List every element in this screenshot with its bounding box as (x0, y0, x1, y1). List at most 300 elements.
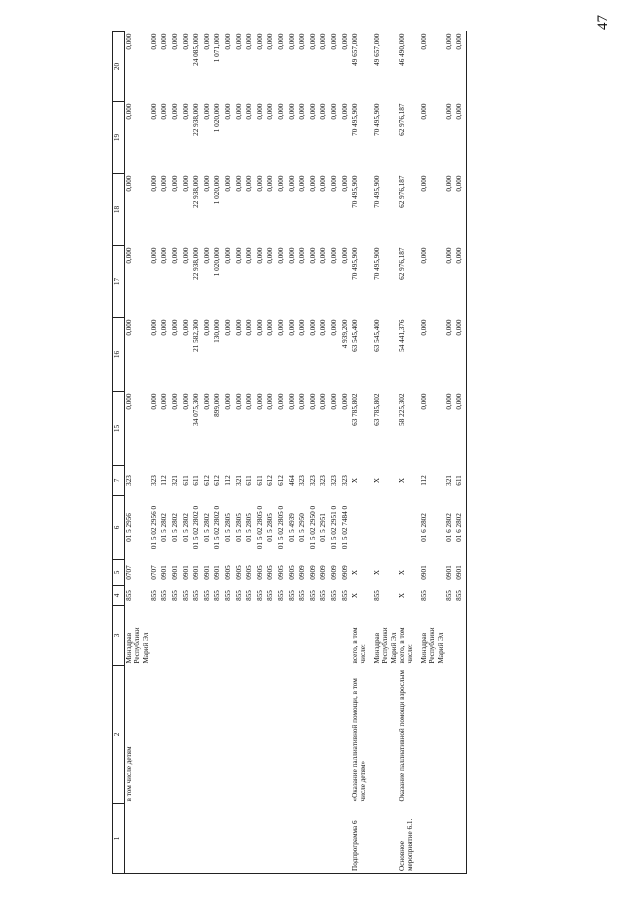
table-cell: 70 495,900 (373, 175, 382, 208)
table-cell: 855 (234, 590, 243, 601)
table-cell: 0905 (287, 565, 296, 580)
table-cell (266, 666, 277, 804)
table-cell: X (351, 569, 360, 576)
header-row (113, 32, 125, 874)
table-cell: 0,000 (202, 103, 211, 120)
table-cell: 0,000 (181, 33, 190, 50)
table-cell: 0901 (192, 565, 201, 580)
table-cell: 0,000 (245, 319, 254, 336)
table-cell: 49 657,000 (351, 33, 360, 66)
table-cell: 0,000 (245, 393, 254, 410)
table-cell: 0,000 (160, 247, 169, 264)
table-cell: X (397, 592, 406, 599)
table-cell: 0,000 (319, 103, 328, 120)
table-cell (445, 606, 456, 666)
table-cell: 0905 (245, 565, 254, 580)
table-cell: 0,000 (160, 103, 169, 120)
table-cell (224, 804, 235, 874)
table-cell: 0,000 (298, 247, 307, 264)
table-cell (203, 666, 214, 804)
table-cell: 323 (340, 475, 349, 486)
table-cell (455, 804, 466, 874)
table-row (351, 32, 373, 874)
table-cell: 1 020,000 (213, 103, 222, 133)
table-cell: 0,000 (202, 393, 211, 410)
table-cell (373, 666, 398, 804)
table-cell (319, 666, 330, 804)
table-cell: 0,000 (329, 393, 338, 410)
table-cell: 0,000 (202, 247, 211, 264)
table-cell (192, 804, 203, 874)
table-cell (277, 804, 288, 874)
table-cell: 0707 (149, 565, 158, 580)
table-cell: 855 (255, 590, 264, 601)
table-cell (192, 666, 203, 804)
table-cell: 0,000 (160, 319, 169, 336)
page-number: 47 (595, 15, 611, 30)
table-cell: 0905 (224, 565, 232, 580)
table-cell: 0,000 (340, 103, 349, 120)
table-cell (150, 606, 161, 666)
column-header: 20 (113, 32, 125, 102)
table-cell: 0,000 (125, 103, 133, 120)
table-cell (235, 804, 246, 874)
table-cell (309, 606, 320, 666)
table-cell: 855 (160, 590, 169, 601)
table-cell (192, 606, 203, 666)
table-cell: 855 (419, 590, 428, 601)
table-cell: 0,000 (171, 247, 180, 264)
table-cell (298, 804, 309, 874)
table-cell: 0909 (329, 565, 338, 580)
table-cell: 70 495,900 (373, 103, 382, 136)
table-cell (160, 804, 171, 874)
table-cell (182, 666, 193, 804)
table-cell: 0,000 (224, 247, 232, 264)
table-cell: 0,000 (455, 246, 466, 318)
table-cell: 1 071,000 (213, 33, 222, 63)
table-cell: 49 657,000 (373, 33, 382, 66)
table-row (398, 32, 420, 874)
table-cell: 323 (125, 475, 133, 486)
table-row (235, 32, 246, 874)
table-cell: 0,000 (224, 103, 232, 120)
table-cell (319, 606, 330, 666)
table-row (245, 32, 256, 874)
table-cell: 0,000 (308, 175, 317, 192)
table-cell (309, 666, 320, 804)
column-header: 2 (113, 666, 125, 804)
table-cell: 22 938,000 (192, 247, 201, 280)
table-cell (420, 666, 445, 804)
table-cell: 0,000 (149, 33, 158, 50)
table-cell (288, 804, 299, 874)
table-cell: 0,000 (171, 393, 180, 410)
table-cell: Минздрав Республики Марий Эл (373, 627, 398, 664)
table-cell: 0,000 (308, 103, 317, 120)
table-cell: 0,000 (202, 33, 211, 50)
table-cell: 01 5 2802 (181, 513, 190, 542)
table-cell (298, 666, 309, 804)
table-cell: 612 (202, 475, 211, 486)
table-cell: 0,000 (329, 33, 338, 50)
table-cell: 612 (213, 475, 222, 486)
table-cell: 0,000 (329, 247, 338, 264)
table-cell: 70 495,900 (373, 247, 382, 280)
table-row (455, 32, 466, 874)
table-cell (245, 666, 256, 804)
table-cell: 0905 (276, 565, 285, 580)
table-cell: 0,000 (234, 247, 243, 264)
table-cell (213, 666, 224, 804)
table-cell: 855 (298, 590, 307, 601)
table-cell: 0901 (181, 565, 190, 580)
table-cell (288, 606, 299, 666)
table-cell: 01 5 2956 (125, 513, 133, 542)
table-cell: 0,000 (444, 175, 453, 192)
table-cell (171, 606, 182, 666)
table-cell: 0,000 (276, 247, 285, 264)
table-cell (266, 606, 277, 666)
table-cell: 321 (171, 475, 180, 486)
table-row (224, 32, 235, 874)
table-cell: 0,000 (125, 33, 133, 50)
table-cell: 112 (419, 475, 428, 486)
table-cell: 0,000 (287, 247, 296, 264)
table-cell: 0,000 (149, 393, 158, 410)
table-cell: 01 5 2802 (160, 513, 169, 542)
table-cell (341, 666, 352, 804)
table-cell: 611 (255, 475, 264, 486)
table-cell: 0,000 (298, 33, 307, 50)
table-cell: 323 (319, 475, 328, 486)
table-cell: 0,000 (234, 393, 243, 410)
table-cell: 0,000 (276, 33, 285, 50)
table-cell: 855 (455, 586, 466, 606)
table-cell: 01 6 2802 (444, 513, 453, 542)
table-cell: 323 (149, 475, 158, 486)
table-cell: 0,000 (419, 247, 428, 264)
table-cell (298, 606, 309, 666)
table-cell: 0,000 (181, 247, 190, 264)
table-cell (235, 666, 246, 804)
table-cell (319, 804, 330, 874)
table-cell: 01 5 02 7484 0 (340, 505, 349, 550)
table-cell: 0,000 (340, 247, 349, 264)
table-row (420, 32, 445, 874)
table-cell: 22 938,000 (192, 103, 201, 136)
table-row (330, 32, 341, 874)
table-cell (341, 804, 352, 874)
table-cell: 0,000 (125, 319, 133, 336)
column-header: 6 (113, 496, 125, 560)
table-cell: 321 (444, 475, 453, 486)
table-cell: 611 (455, 466, 466, 496)
table-cell: X (373, 569, 382, 576)
table-cell: 0,000 (224, 33, 232, 50)
table-row (319, 32, 330, 874)
table-cell: 0,000 (308, 247, 317, 264)
table-cell: 855 (245, 590, 254, 601)
column-header: 3 (113, 606, 125, 666)
table-cell: X (397, 569, 406, 576)
table-cell: 855 (181, 590, 190, 601)
table-cell: 01 5 2951 (319, 513, 328, 542)
table-cell: 01 5 2950 (298, 513, 307, 542)
column-header: 18 (113, 174, 125, 246)
table-cell: 0901 (213, 565, 222, 580)
table-cell (213, 606, 224, 666)
table-cell: 855 (319, 590, 328, 601)
table-cell: 0,000 (287, 319, 296, 336)
table-cell: 0,000 (245, 247, 254, 264)
table-row (373, 32, 398, 874)
table-cell: 855 (340, 590, 349, 601)
table-cell: 0,000 (276, 319, 285, 336)
table-cell: «Оказание паллиативной помощи, в том числе детям» (351, 678, 368, 802)
table-cell: 112 (160, 475, 169, 486)
table-cell: 855 (149, 590, 158, 601)
table-cell: 0909 (298, 565, 307, 580)
table-cell: 0,000 (245, 33, 254, 50)
table-cell (235, 606, 246, 666)
table-row (213, 32, 224, 874)
table-cell: 112 (224, 475, 232, 486)
table-cell: 611 (192, 475, 201, 486)
table-cell: 0,000 (255, 33, 264, 50)
table-cell: Подпрограмма 6 (351, 804, 373, 874)
table-cell: 70 495,900 (351, 175, 360, 208)
table-cell: 63 545,400 (351, 319, 360, 352)
table-cell (277, 606, 288, 666)
table-cell: 855 (373, 590, 382, 601)
table-row (192, 32, 203, 874)
budget-table (112, 31, 467, 874)
table-cell: 323 (298, 475, 307, 486)
table-row (445, 32, 456, 874)
table-cell: 0,000 (125, 175, 133, 192)
table-cell: Минздрав Республики Марий Эл (125, 627, 150, 664)
table-cell: 0909 (308, 565, 317, 580)
table-cell: 01 5 02 2805 0 (276, 505, 285, 550)
table-cell (171, 666, 182, 804)
table-cell: 01 5 02 2802 0 (192, 505, 201, 550)
table-cell: 0,000 (340, 175, 349, 192)
table-cell: 58 225,302 (397, 393, 406, 426)
table-cell: 855 (287, 590, 296, 601)
table-cell: 323 (329, 475, 338, 486)
table-row (256, 32, 267, 874)
table-cell: в том числе детям (125, 746, 133, 802)
table-cell: 0,000 (319, 175, 328, 192)
table-cell (224, 666, 235, 804)
table-cell: 0,000 (171, 33, 180, 50)
table-cell: 899,000 (213, 393, 222, 417)
table-cell (150, 666, 161, 804)
table-cell: 0,000 (419, 393, 428, 410)
table-cell (224, 606, 235, 666)
table-cell: 0,000 (319, 319, 328, 336)
table-cell: 0,000 (181, 175, 190, 192)
table-cell (341, 606, 352, 666)
table-cell: 0,000 (266, 393, 275, 410)
table-cell: 0,000 (308, 393, 317, 410)
table-cell: 0,000 (287, 393, 296, 410)
table-cell: 0,000 (276, 175, 285, 192)
table-cell: 612 (266, 475, 275, 486)
table-cell: 0,000 (287, 103, 296, 120)
table-cell: 321 (234, 475, 243, 486)
table-cell: 855 (329, 590, 338, 601)
table-cell: 0,000 (234, 175, 243, 192)
table-cell (373, 496, 398, 560)
table-cell: 0,000 (298, 103, 307, 120)
table-cell: 0901 (202, 565, 211, 580)
table-cell (182, 606, 193, 666)
table-cell: 63 545,400 (373, 319, 382, 352)
table-cell (203, 804, 214, 874)
table-cell: 0,000 (234, 319, 243, 336)
table-row (171, 32, 182, 874)
table-cell: X (373, 477, 382, 484)
table-cell: 1 020,000 (213, 175, 222, 205)
table-body (125, 32, 467, 874)
table-cell: 0,000 (444, 393, 453, 410)
table-cell: 0909 (340, 565, 349, 580)
table-cell (256, 666, 267, 804)
table-cell (455, 666, 466, 804)
table-cell: 0,000 (266, 319, 275, 336)
table-cell: 0,000 (298, 175, 307, 192)
table-cell (203, 606, 214, 666)
table-cell: 70 495,900 (351, 247, 360, 280)
table-cell: 0,000 (340, 33, 349, 50)
table-cell: 0,000 (419, 319, 428, 336)
table-cell: 0,000 (202, 319, 211, 336)
table-cell: 0,000 (224, 175, 232, 192)
table-cell: 01 5 4939 (287, 513, 296, 542)
table-cell: 855 (202, 590, 211, 601)
table-cell: 0901 (455, 560, 466, 586)
table-cell: 855 (224, 590, 232, 601)
table-cell: 0,000 (287, 33, 296, 50)
table-cell: 0,000 (455, 392, 466, 466)
table-cell: 0,000 (266, 247, 275, 264)
table-cell: 01 5 2805 (234, 513, 243, 542)
table-row (203, 32, 214, 874)
column-header: 16 (113, 318, 125, 392)
table-cell: 0,000 (419, 103, 428, 120)
table-cell (330, 804, 341, 874)
table-cell: 855 (266, 590, 275, 601)
table-cell: 0,000 (149, 319, 158, 336)
column-header: 19 (113, 102, 125, 174)
table-cell: 0909 (319, 565, 328, 580)
table-cell: 855 (125, 590, 133, 601)
table-cell: 0,000 (255, 103, 264, 120)
table-cell: 0,000 (319, 33, 328, 50)
table-cell: 01 5 02 2950 0 (308, 505, 317, 550)
table-cell: 0,000 (149, 175, 158, 192)
table-cell (160, 606, 171, 666)
table-cell: 0,000 (125, 393, 133, 410)
table-cell (277, 666, 288, 804)
table-cell: 0,000 (444, 103, 453, 120)
table-cell: 70 495,900 (351, 103, 360, 136)
table-cell: 0,000 (308, 319, 317, 336)
table-row (125, 32, 150, 874)
table-cell: 21 582,300 (192, 319, 201, 352)
table-cell: X (397, 477, 406, 484)
table-cell: X (351, 592, 360, 599)
table-cell: 0,000 (455, 32, 466, 102)
table-cell: 0,000 (455, 174, 466, 246)
table-cell: Минздрав Республики Марий Эл (419, 627, 445, 664)
table-cell: 0,000 (160, 393, 169, 410)
table-cell: 0,000 (171, 319, 180, 336)
table-cell: 0,000 (160, 33, 169, 50)
table-cell (256, 804, 267, 874)
table-cell: 0,000 (181, 319, 190, 336)
table-cell (330, 666, 341, 804)
table-cell (288, 666, 299, 804)
table-cell: 01 5 2805 (224, 513, 232, 542)
table-cell: 464 (287, 475, 296, 486)
table-cell: 0,000 (245, 175, 254, 192)
column-header: 7 (113, 466, 125, 496)
table-cell: 0,000 (234, 103, 243, 120)
table-cell: 0,000 (340, 393, 349, 410)
table-cell: 1 020,000 (213, 247, 222, 277)
table-cell: 0,000 (202, 175, 211, 192)
table-cell: 0,000 (329, 175, 338, 192)
table-cell (455, 606, 466, 666)
table-cell (171, 804, 182, 874)
table-cell: 0905 (234, 565, 243, 580)
table-cell: 855 (192, 590, 201, 601)
table-cell: 0,000 (455, 102, 466, 174)
table-cell: 0,000 (224, 393, 232, 410)
table-row (288, 32, 299, 874)
table-cell: 01 5 2805 (245, 513, 254, 542)
table-cell (398, 496, 420, 560)
table-cell: 54 441,376 (397, 319, 406, 352)
table-cell: 0,000 (329, 319, 338, 336)
table-cell: 0,000 (255, 319, 264, 336)
table-cell: 0,000 (308, 33, 317, 50)
table-cell (445, 666, 456, 804)
table-cell: 0,000 (276, 103, 285, 120)
table-cell: 34 075,300 (192, 393, 201, 426)
table-cell: 0707 (125, 565, 133, 580)
table-cell: 130,000 (213, 319, 222, 343)
table-row (309, 32, 320, 874)
table-cell: 63 785,802 (373, 393, 382, 426)
column-header: 4 (113, 586, 125, 606)
table-cell: 612 (276, 475, 285, 486)
table-cell (309, 804, 320, 874)
table-cell: 611 (181, 475, 190, 486)
table-cell: 0,000 (455, 318, 466, 392)
table-cell: 0,000 (149, 103, 158, 120)
table-cell: 855 (444, 590, 453, 601)
table-cell: 0,000 (224, 319, 232, 336)
table-row (160, 32, 171, 874)
table-cell: 62 976,187 (397, 175, 406, 208)
table-cell: 611 (245, 475, 254, 486)
table-cell: 0,000 (171, 175, 180, 192)
table-cell: всего, в том числе: (351, 627, 368, 664)
